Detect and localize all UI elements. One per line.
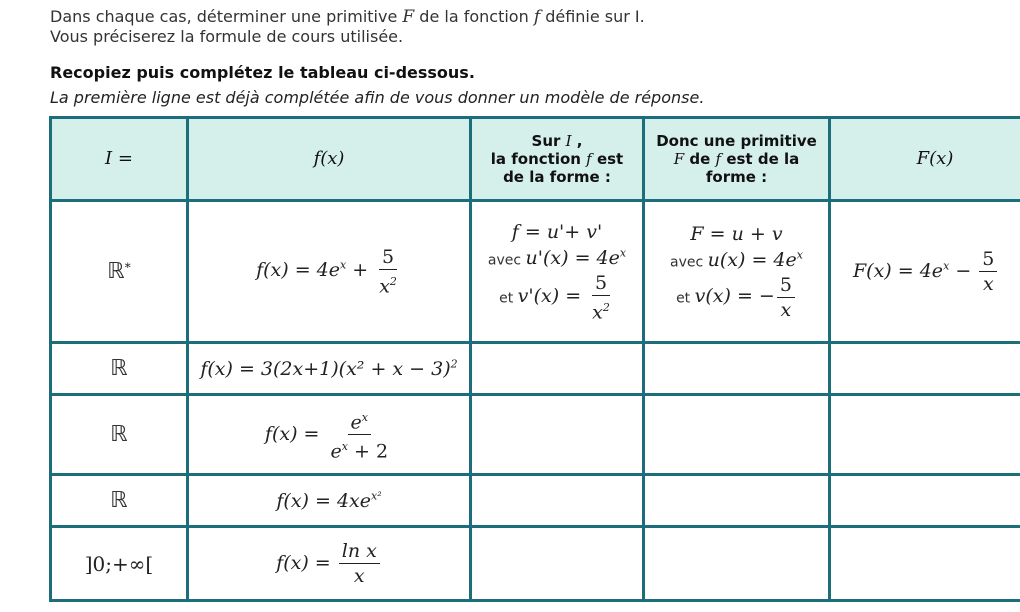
cell-fx: $f(x) = 3(2x+1)(x^2 + x - 3)^2$ [188, 343, 471, 395]
table-row [51, 475, 1020, 527]
instruction-bold: Recopiez puis complétez le tableau ci-dessous. [50, 63, 475, 82]
answer-cell-form[interactable] [471, 343, 644, 395]
cell-interval: ℝ [51, 395, 188, 475]
cell-interval: ]0;+∞[ [51, 527, 188, 601]
answer-cell-form[interactable] [471, 527, 644, 601]
table-row [51, 527, 1020, 601]
intro-text: définie sur I. [540, 7, 645, 26]
answer-cell-form[interactable] [471, 475, 644, 527]
cell-fx: $f(x) = 4e^x$ + $\frac{5}{x^2}$ [188, 201, 471, 343]
primitives-table [49, 116, 1020, 602]
intro-math-F: F [402, 7, 415, 27]
header-fx: f(x) [188, 118, 471, 201]
answer-cell-Fx[interactable] [830, 343, 1020, 395]
intro-math-f: f [533, 7, 541, 27]
cell-interval: ℝ [51, 475, 188, 527]
cell-primitive: F = u + v avec $u(x) = 4e^x$ et v(x) = − $\frac{5}{x}$ [644, 201, 830, 343]
intro-text: de la fonction [414, 7, 534, 26]
table-row-example [51, 201, 1020, 343]
table-row [51, 343, 1020, 395]
answer-cell-Fx[interactable] [830, 475, 1020, 527]
intro-text: Dans chaque cas, déterminer une primitive [50, 7, 403, 26]
cell-fx: f(x) = $\frac{\text{ln x}}{x}$ [188, 527, 471, 601]
answer-cell-Fx[interactable] [830, 527, 1020, 601]
answer-cell-form[interactable] [471, 395, 644, 475]
answer-cell-primitive[interactable] [644, 395, 830, 475]
cell-fx: $f(x) = 4xe^{x^2}$ [188, 475, 471, 527]
answer-cell-primitive[interactable] [644, 343, 830, 395]
header-Fx: F(x) [830, 118, 1020, 201]
cell-fx: f(x) = $\frac{e^x}{e^x + 2}$ [188, 395, 471, 475]
instruction-italic: La première ligne est déjà complétée afin de vous donner un modèle de réponse. [50, 88, 705, 107]
answer-cell-primitive[interactable] [644, 527, 830, 601]
cell-interval: ℝ [51, 343, 188, 395]
answer-cell-Fx[interactable] [830, 395, 1020, 475]
header-form: Sur I , la fonction f est de la forme : [471, 118, 644, 201]
header-interval: I = [51, 118, 188, 201]
instructions-intro [50, 7, 645, 46]
header-primitive: Donc une primitive F de f est de la forme : [644, 118, 830, 201]
table-row [51, 395, 1020, 475]
cell-interval: ℝ* [51, 201, 188, 343]
answer-cell-primitive[interactable] [644, 475, 830, 527]
cell-form: f = u'+ v' avec $u'(x) = 4e^x$ et v'(x) = $\frac{5}{x^2}$ [471, 201, 644, 343]
intro-line-1 [50, 7, 645, 27]
intro-line-2: Vous préciserez la formule de cours utilisée. [50, 27, 404, 46]
cell-Fx: $F(x) = 4e^x$ − $\frac{5}{x}$ [830, 201, 1020, 343]
table-header-row [51, 118, 1020, 201]
